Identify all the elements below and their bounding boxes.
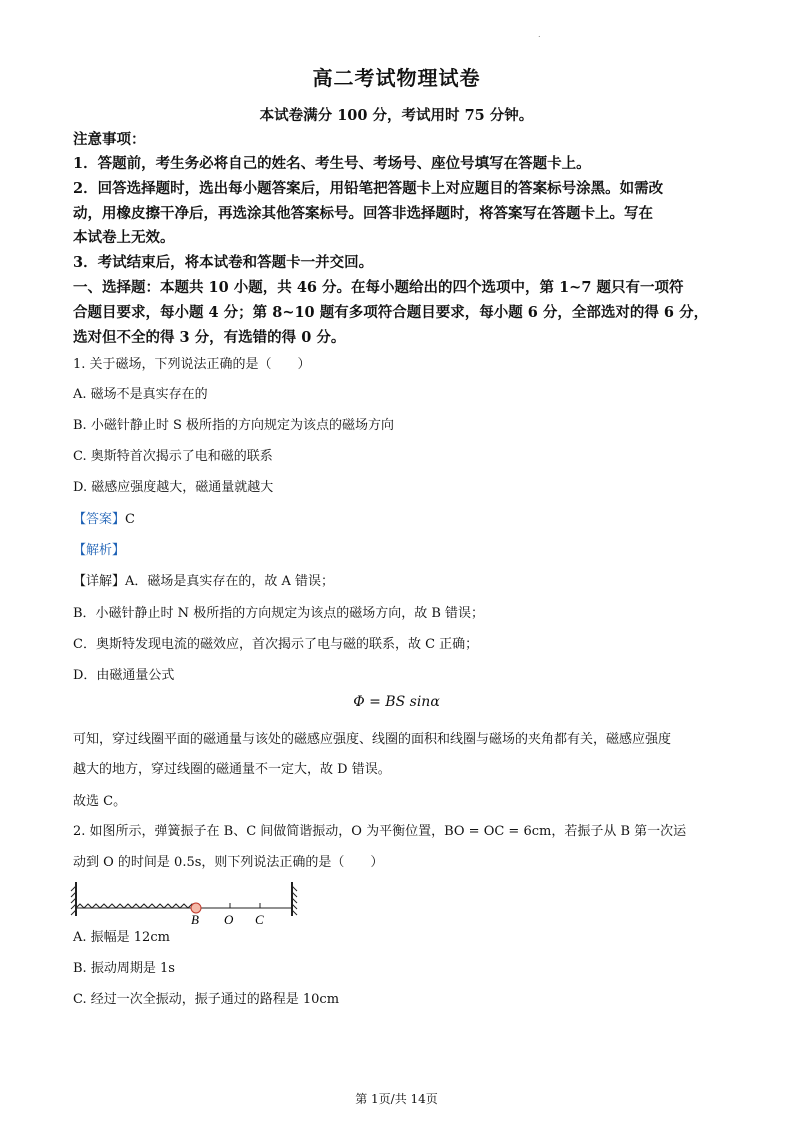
detail-line: C．奥斯特发现电流的磁效应，首次揭示了电与磁的联系，故 C 正确； [73,637,479,652]
detail-line: B．小磁针静止时 N 极所指的方向规定为该点的磁场方向，故 B 错误； [73,606,485,621]
label-c: C [255,912,264,927]
q1-choose: 故选 C。 [73,794,127,809]
q2-option-b: B. 振动周期是 1s [73,961,175,976]
q1-option-c: C. 奥斯特首次揭示了电和磁的联系 [73,449,273,464]
conclusion-line: 越大的地方，穿过线圈的磁通量不一定大，故 D 错误。 [73,762,391,777]
detail-tag: 【详解】 [73,574,126,589]
note-line: 2．回答选择题时，选出每小题答案后，用铅笔把答题卡上对应题目的答案标号涂黑。如需改 [73,180,664,197]
q1-option-a: A. 磁场不是真实存在的 [73,387,208,402]
flux-formula: Φ = BS sinα [353,694,440,710]
exam-subtitle: 本试卷满分 100 分，考试用时 75 分钟。 [259,107,534,124]
section-instruction: 选对但不全的得 3 分，有选错的得 0 分。 [73,329,346,346]
page-mark: . [538,30,541,39]
section-instruction: 合题目要求，每小题 4 分；第 8~10 题有多项符合题目要求，每小题 6 分，全部选对的得 6 分， [73,304,709,321]
q2-option-a: A. 振幅是 12cm [73,930,170,945]
q2-stem-line: 2. 如图所示，弹簧振子在 B、C 间做简谐振动，O 为平衡位置，BO = OC = 6cm，若振子从 B 第一次运 [73,824,687,839]
q2-stem-line: 动到 O 的时间是 0.5s，则下列说法正确的是（ ） [73,855,384,870]
page-number: 第 1页/共 14页 [355,1092,438,1106]
q1-stem: 1. 关于磁场，下列说法正确的是（ ） [73,357,311,372]
note-line: 3．考试结束后，将本试卷和答题卡一并交回。 [73,254,374,271]
section-instruction: 一、选择题：本题共 10 小题，共 46 分。在每小题给出的四个选项中，第 1~7 题只有一项符 [73,279,684,296]
answer-tag: 【答案】 [73,512,126,527]
detail-line: D．由磁通量公式 [73,668,175,683]
answer-value: C [125,512,135,527]
left-wall [71,882,76,916]
q1-analysis-tag [73,541,723,561]
note-line: 本试卷上无效。 [73,229,175,246]
label-o: O [224,912,234,927]
analysis-tag: 【解析】 [73,543,126,558]
q1-option-d: D. 磁感应强度越大，磁通量就越大 [73,480,274,495]
right-wall [292,882,297,916]
label-b: B [191,912,199,927]
spring [76,904,196,908]
notes-heading: 注意事项： [73,131,146,148]
note-line: 动，用橡皮擦干净后，再选涂其他答案标号。回答非选择题时，将答案写在答题卡上。写在 [73,205,653,222]
q1-detail [73,572,723,592]
detail-line: A．磁场是真实存在的，故 A 错误； [125,574,335,589]
q1-answer [73,510,723,530]
note-line: 1．答题前，考生务必将自己的姓名、考生号、考场号、座位号填写在答题卡上。 [73,155,591,172]
spring-oscillator-figure [70,878,310,928]
q1-option-b: B. 小磁针静止时 S 极所指的方向规定为该点的磁场方向 [73,418,394,433]
exam-title: 高二考试物理试卷 [312,66,481,90]
conclusion-line: 可知，穿过线圈平面的磁通量与该处的磁感应强度、线圈的面积和线圈与磁场的夹角都有关，磁感应强度 [73,732,672,747]
q2-option-c: C. 经过一次全振动，振子通过的路程是 10cm [73,992,340,1007]
